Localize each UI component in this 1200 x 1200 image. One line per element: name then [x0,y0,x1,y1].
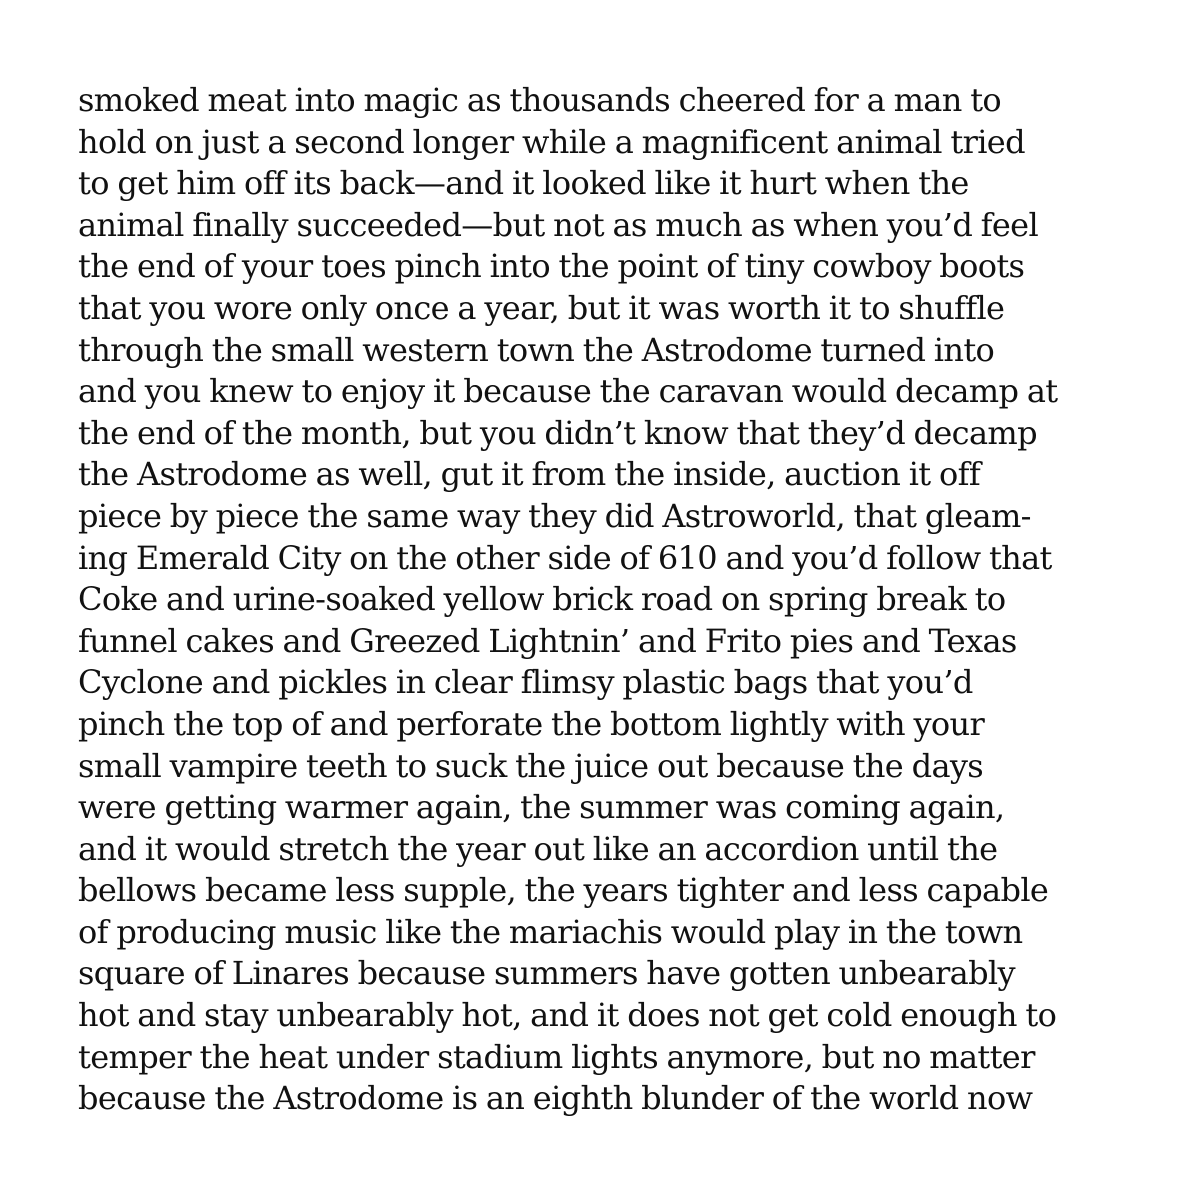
text-line-16: pinch the top of and perforate the bottom lightly with your [78,704,985,743]
text-line-19: and it would stretch the year out like an accordion until the [78,829,998,868]
text-line-10: the Astrodome as well, gut it from the inside, auction it off [78,455,981,494]
text-line-15: Cyclone and pickles in clear flimsy plastic bags that you’d [78,663,973,702]
prose-block [78,80,1158,1120]
text-line-23: hot and stay unbearably hot, and it does not get cold enough to [78,996,1057,1035]
text-line-14: funnel cakes and Greezed Lightnin’ and Frito pies and Texas [78,621,1017,660]
text-line-17: small vampire teeth to suck the juice out because the days [78,746,984,785]
text-line-25: because the Astrodome is an eighth blunder of the world now [78,1079,1033,1118]
text-line-5: the end of your toes pinch into the point of tiny cowboy boots [78,247,1025,286]
text-line-3: to get him off its back—and it looked like it hurt when the [78,164,969,203]
text-line-21: of producing music like the mariachis would play in the town [78,912,1023,951]
text-line-9: the end of the month, but you didn’t know that they’d decamp [78,413,1037,452]
text-line-18: were getting warmer again, the summer was coming again, [78,788,1005,827]
text-line-1: smoked meat into magic as thousands cheered for a man to [78,81,1002,119]
text-line-6: that you wore only once a year, but it was worth it to shuffle [78,288,1005,327]
text-line-11: piece by piece the same way they did Astroworld, that gleam- [78,496,1031,535]
text-line-24: temper the heat under stadium lights anymore, but no matter [78,1037,1035,1076]
text-line-12: ing Emerald City on the other side of 610 and you’d follow that [78,538,1052,577]
text-line-8: and you knew to enjoy it because the caravan would decamp at [78,372,1058,411]
text-line-20: bellows became less supple, the years tighter and less capable [78,871,1049,910]
text-line-4: animal finally succeeded—but not as much as when you’d feel [78,205,1039,244]
text-line-2: hold on just a second longer while a magnificent animal tried [78,122,1025,161]
text-line-22: square of Linares because summers have gotten unbearably [78,954,1015,993]
text-line-7: through the small western town the Astrodome turned into [78,330,995,369]
text-line-13: Coke and urine-soaked yellow brick road on spring break to [78,580,1006,619]
